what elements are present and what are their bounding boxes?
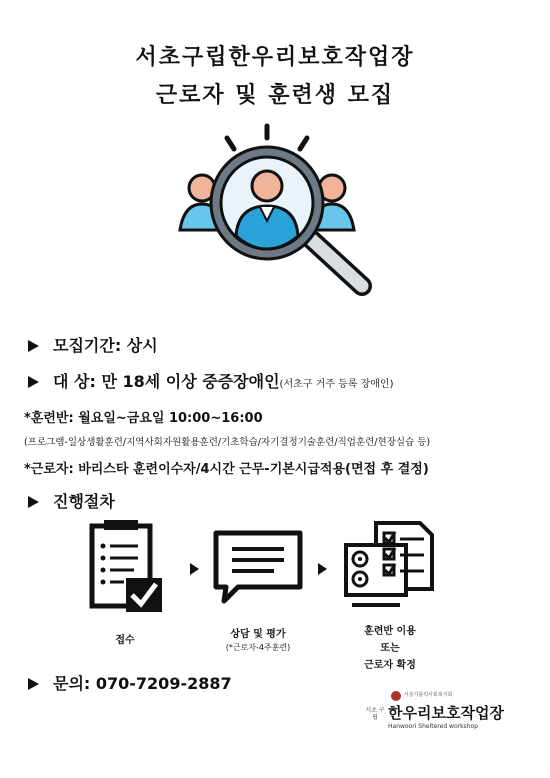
step2-sub: (*근로자-4주훈련) <box>225 643 291 652</box>
worker-info: *근로자: 바리스타 훈련이수자/4시간 근무-기본시급적용(면접 후 결정) <box>24 462 429 477</box>
organization-logo <box>364 690 534 740</box>
bullet-arrow-icon <box>28 376 39 388</box>
bullet-arrow-icon <box>28 678 39 690</box>
logo-prefix: 서초 구립 <box>365 707 385 721</box>
recruit-target: 대 상: 만 18세 이상 중증장애인(서초구 거주 등록 장애인) <box>28 369 394 392</box>
bullet-arrow-icon <box>28 340 39 352</box>
step3-label-1: 훈련반 이용 <box>364 626 416 637</box>
step2-label: 상담 및 평가 <box>230 629 286 640</box>
logo-english: Hanwoori Sheltered workshop <box>388 723 478 730</box>
step3-label-2: 또는 <box>380 643 400 654</box>
logo-name: 한우리보호작업장 <box>388 704 504 722</box>
step3-label-3: 근로자 확정 <box>364 660 416 671</box>
checklist-document-icon <box>342 519 438 611</box>
search-people-icon <box>172 118 372 298</box>
recruit-period: 모집기간: 상시 <box>28 333 158 356</box>
page-title: 서초구립한우리보호작업장 <box>135 45 415 70</box>
contact-info: 문의: 070-7209-2887 <box>28 671 232 694</box>
logo-emblem-icon <box>390 690 402 702</box>
page-subtitle: 근로자 및 훈련생 모집 <box>155 83 395 108</box>
logo-org-small: 서울가톨릭사회복지회 <box>404 692 453 698</box>
step-arrow-icon <box>190 563 199 575</box>
bullet-arrow-icon <box>28 496 39 508</box>
procedure-heading: 진행절차 <box>28 489 115 512</box>
target-note: (서초구 거주 등록 장애인) <box>279 379 394 390</box>
speech-bubble-icon <box>210 527 306 607</box>
training-program: (프로그램-일상생활훈련/지역사회자원활용훈련/기초학습/자기결정기술훈련/직업훈련/현장실습 등) <box>24 437 431 448</box>
training-schedule: *훈련반: 월요일~금요일 10:00~16:00 <box>24 411 263 426</box>
step-arrow-icon <box>318 563 327 575</box>
clipboard-check-icon <box>88 518 166 616</box>
step1-label: 접수 <box>115 635 135 646</box>
